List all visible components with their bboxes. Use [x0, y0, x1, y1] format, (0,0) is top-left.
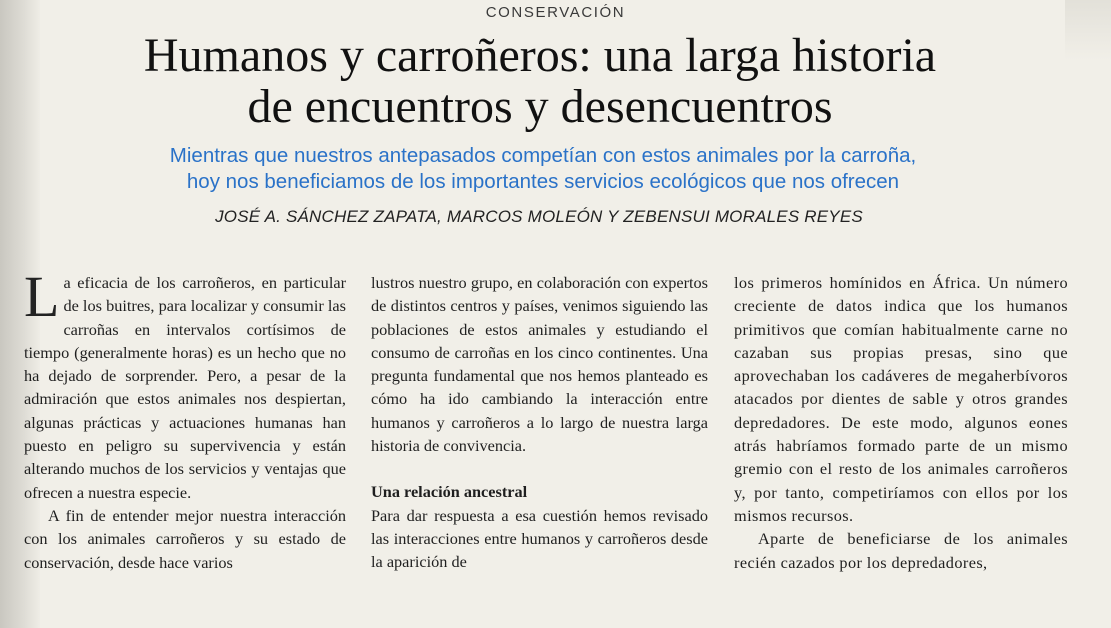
paragraph: Aparte de beneficiarse de los animales recién cazados por los depredadores, — [734, 529, 1068, 572]
article-title — [0, 30, 1080, 132]
drop-cap: L — [24, 264, 60, 329]
subtitle-line-1: Mientras que nuestros antepasados competían con estos animales por la carroña, — [169, 144, 917, 167]
article-subtitle — [0, 143, 1086, 195]
body-column-1 — [24, 264, 346, 574]
section-subheading: Una relación ancestral — [371, 482, 528, 502]
paragraph: Para dar respuesta a esa cuestión hemos revisado las interacciones entre humanos y carroñeros desde la aparición de — [371, 505, 708, 572]
section-label: CONSERVACIÓN — [485, 4, 626, 21]
paragraph: los primeros homínidos en África. Un número creciente de datos indica que los humanos primitivos que comían habitualmente carne no cazaban sus propias presas, sino que aprovechaban los cadáveres de megaherbívoros atacados por dientes de sable y otros grandes depredadores. De este modo, algunos eones atrás habríamos formado parte de un mismo gremio con el resto de los animales carroñeros y, por tanto, competiríamos con ellos por los mismos recursos. — [734, 273, 1068, 525]
article-authors: JOSÉ A. SÁNCHEZ ZAPATA, MARCOS MOLEÓN Y ZEBENSUI MORALES REYES — [215, 207, 863, 226]
title-line-2: de encuentros y desencuentros — [247, 80, 833, 133]
body-column-2 — [371, 271, 708, 574]
paragraph: A fin de entender mejor nuestra interacción con los animales carroñeros y su estado de conservación, desde hace varios — [24, 505, 346, 572]
paragraph-text: a eficacia de los carroñeros, en particular de los buitres, para localizar y consumir las carroñas en intervalos cortísimos de tiempo (generalmente horas) es un hecho que no ha dejado de sorprender. Pero, a pesar de la admiración que estos animales nos despiertan, algunas prácticas y actuaciones humanas han puesto en peligro su supervivencia y están alterando muchos de los servicios y ventajas que ofrecen a nuestra especie. — [24, 273, 346, 502]
subtitle-line-2: hoy nos beneficiamos de los importantes servicios ecológicos que nos ofrecen — [186, 170, 900, 193]
body-column-3 — [734, 271, 1068, 574]
paragraph — [24, 264, 346, 504]
title-line-1: Humanos y carroñeros: una larga historia — [143, 29, 937, 82]
paragraph: lustros nuestro grupo, en colaboración con expertos de distintos centros y países, venimos siguiendo las poblaciones de estos animales y estudiando el consumo de carroñas en los cinco continentes. Una pregunta fundamental que nos hemos planteado es cómo ha ido cambiando la interacción entre humanos y carroñeros a lo largo de nuestra larga historia de convivencia. — [371, 273, 708, 456]
